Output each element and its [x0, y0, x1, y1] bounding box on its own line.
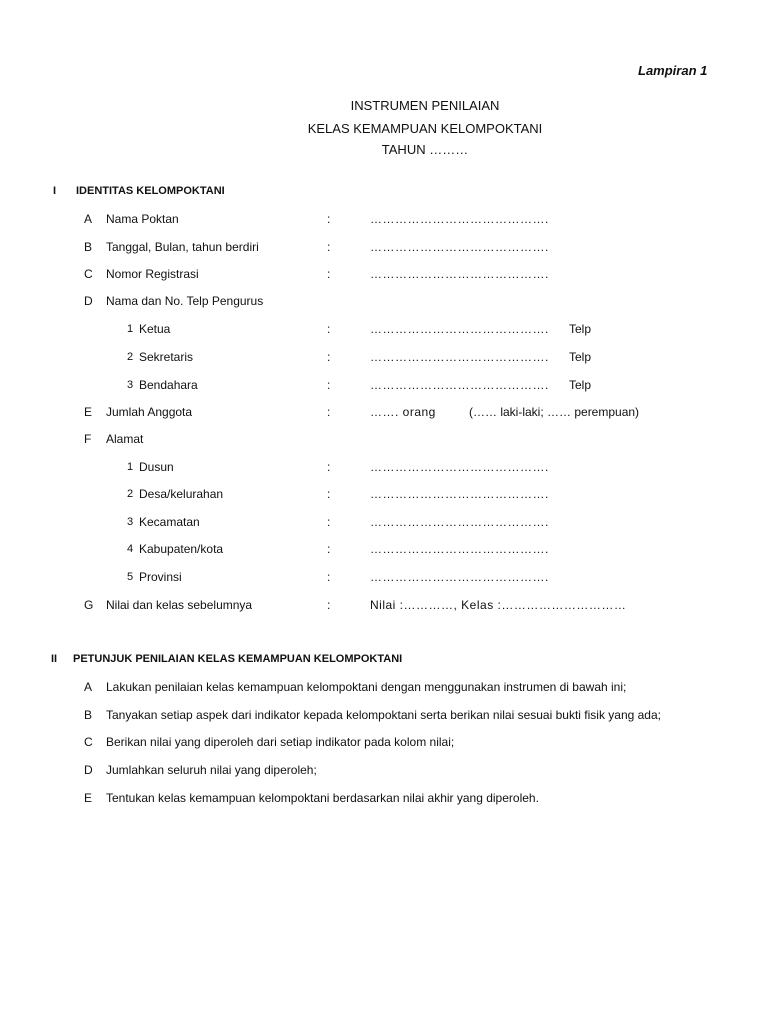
section-1-title: IDENTITAS KELOMPOKTANI — [76, 185, 225, 197]
section-2-title: PETUNJUK PENILAIAN KELAS KEMAMPUAN KELOMPOKTANI — [73, 653, 403, 665]
row-label: Jumlah Anggota — [106, 405, 193, 419]
row-colon: : — [327, 460, 331, 474]
row-value-field[interactable]: Nilai :…………, Kelas :………………………… — [370, 598, 627, 612]
row-sub-number: 3 — [127, 516, 134, 528]
instruction-text: Berikan nilai yang diperoleh dari setiap indikator pada kolom nilai; — [106, 735, 455, 749]
row-value-field[interactable]: ……………………………………. — [370, 570, 549, 584]
telp-field[interactable]: Telp — [569, 378, 592, 392]
instruction-letter: C — [84, 735, 93, 749]
row-value-field[interactable]: ……. orang — [370, 405, 436, 419]
row-letter: E — [84, 405, 93, 419]
row-letter: A — [84, 212, 93, 226]
row-label: Desa/kelurahan — [139, 487, 224, 501]
row-sub-number: 4 — [127, 543, 134, 555]
row-value-field[interactable]: ……………………………………. — [370, 240, 549, 254]
lampiran-label: Lampiran 1 — [638, 63, 708, 78]
row-label: Tanggal, Bulan, tahun berdiri — [106, 240, 259, 254]
row-colon: : — [327, 350, 331, 364]
row-value-field[interactable]: ……………………………………. — [370, 515, 549, 529]
row-label: Alamat — [106, 432, 144, 446]
row-colon: : — [327, 240, 331, 254]
row-label: Nomor Registrasi — [106, 267, 199, 281]
row-value-field[interactable]: ……………………………………. — [370, 350, 549, 364]
row-label: Nama dan No. Telp Pengurus — [106, 294, 264, 308]
row-value-field[interactable]: ……………………………………. — [370, 487, 549, 501]
row-sub-number: 3 — [127, 379, 134, 391]
row-label: Ketua — [139, 322, 171, 336]
section-2-number: II — [51, 653, 58, 665]
row-letter: F — [84, 432, 92, 446]
instruction-text: Lakukan penilaian kelas kemampuan kelompoktani dengan menggunakan instrumen di bawah ini; — [106, 680, 627, 694]
row-colon: : — [327, 542, 331, 556]
member-breakdown-field[interactable]: (…… laki-laki; …… perempuan) — [469, 405, 640, 419]
row-value-field[interactable]: ……………………………………. — [370, 460, 549, 474]
row-colon: : — [327, 267, 331, 281]
document-title-line-2: KELAS KEMAMPUAN KELOMPOKTANI — [307, 121, 543, 136]
row-colon: : — [327, 322, 331, 336]
instruction-text: Jumlahkan seluruh nilai yang diperoleh; — [106, 763, 317, 777]
row-sub-number: 2 — [127, 351, 134, 363]
row-colon: : — [327, 598, 331, 612]
instruction-letter: E — [84, 791, 93, 805]
instruction-letter: A — [84, 680, 93, 694]
instruction-text: Tentukan kelas kemampuan kelompoktani berdasarkan nilai akhir yang diperoleh. — [106, 791, 539, 805]
row-colon: : — [327, 378, 331, 392]
document-title-line-3: TAHUN ……… — [381, 142, 469, 157]
row-label: Nama Poktan — [106, 212, 179, 226]
row-colon: : — [327, 487, 331, 501]
row-label: Dusun — [139, 460, 174, 474]
row-sub-number: 2 — [127, 488, 134, 500]
row-label: Kabupaten/kota — [139, 542, 224, 556]
instruction-text: Tanyakan setiap aspek dari indikator kepada kelompoktani serta berikan nilai sesuai bukti fisik yang ada; — [106, 708, 661, 722]
row-value-field[interactable]: ……………………………………. — [370, 542, 549, 556]
row-sub-number: 5 — [127, 571, 134, 583]
row-sub-number: 1 — [127, 323, 134, 335]
telp-field[interactable]: Telp — [569, 322, 592, 336]
section-1-number: I — [53, 185, 57, 197]
document-title-line-1: INSTRUMEN PENILAIAN — [350, 98, 500, 113]
row-value-field[interactable]: ……………………………………. — [370, 267, 549, 281]
row-letter: D — [84, 294, 93, 308]
row-colon: : — [327, 405, 331, 419]
row-letter: C — [84, 267, 93, 281]
row-letter: B — [84, 240, 93, 254]
row-colon: : — [327, 570, 331, 584]
row-label: Kecamatan — [139, 515, 200, 529]
row-letter: G — [84, 598, 94, 612]
row-label: Nilai dan kelas sebelumnya — [106, 598, 253, 612]
row-label: Provinsi — [139, 570, 182, 584]
row-colon: : — [327, 212, 331, 226]
row-label: Sekretaris — [139, 350, 194, 364]
row-value-field[interactable]: ……………………………………. — [370, 378, 549, 392]
row-colon: : — [327, 515, 331, 529]
row-value-field[interactable]: ……………………………………. — [370, 212, 549, 226]
telp-field[interactable]: Telp — [569, 350, 592, 364]
row-label: Bendahara — [139, 378, 198, 392]
instruction-letter: D — [84, 763, 93, 777]
row-sub-number: 1 — [127, 461, 134, 473]
row-value-field[interactable]: ……………………………………. — [370, 322, 549, 336]
instruction-letter: B — [84, 708, 93, 722]
